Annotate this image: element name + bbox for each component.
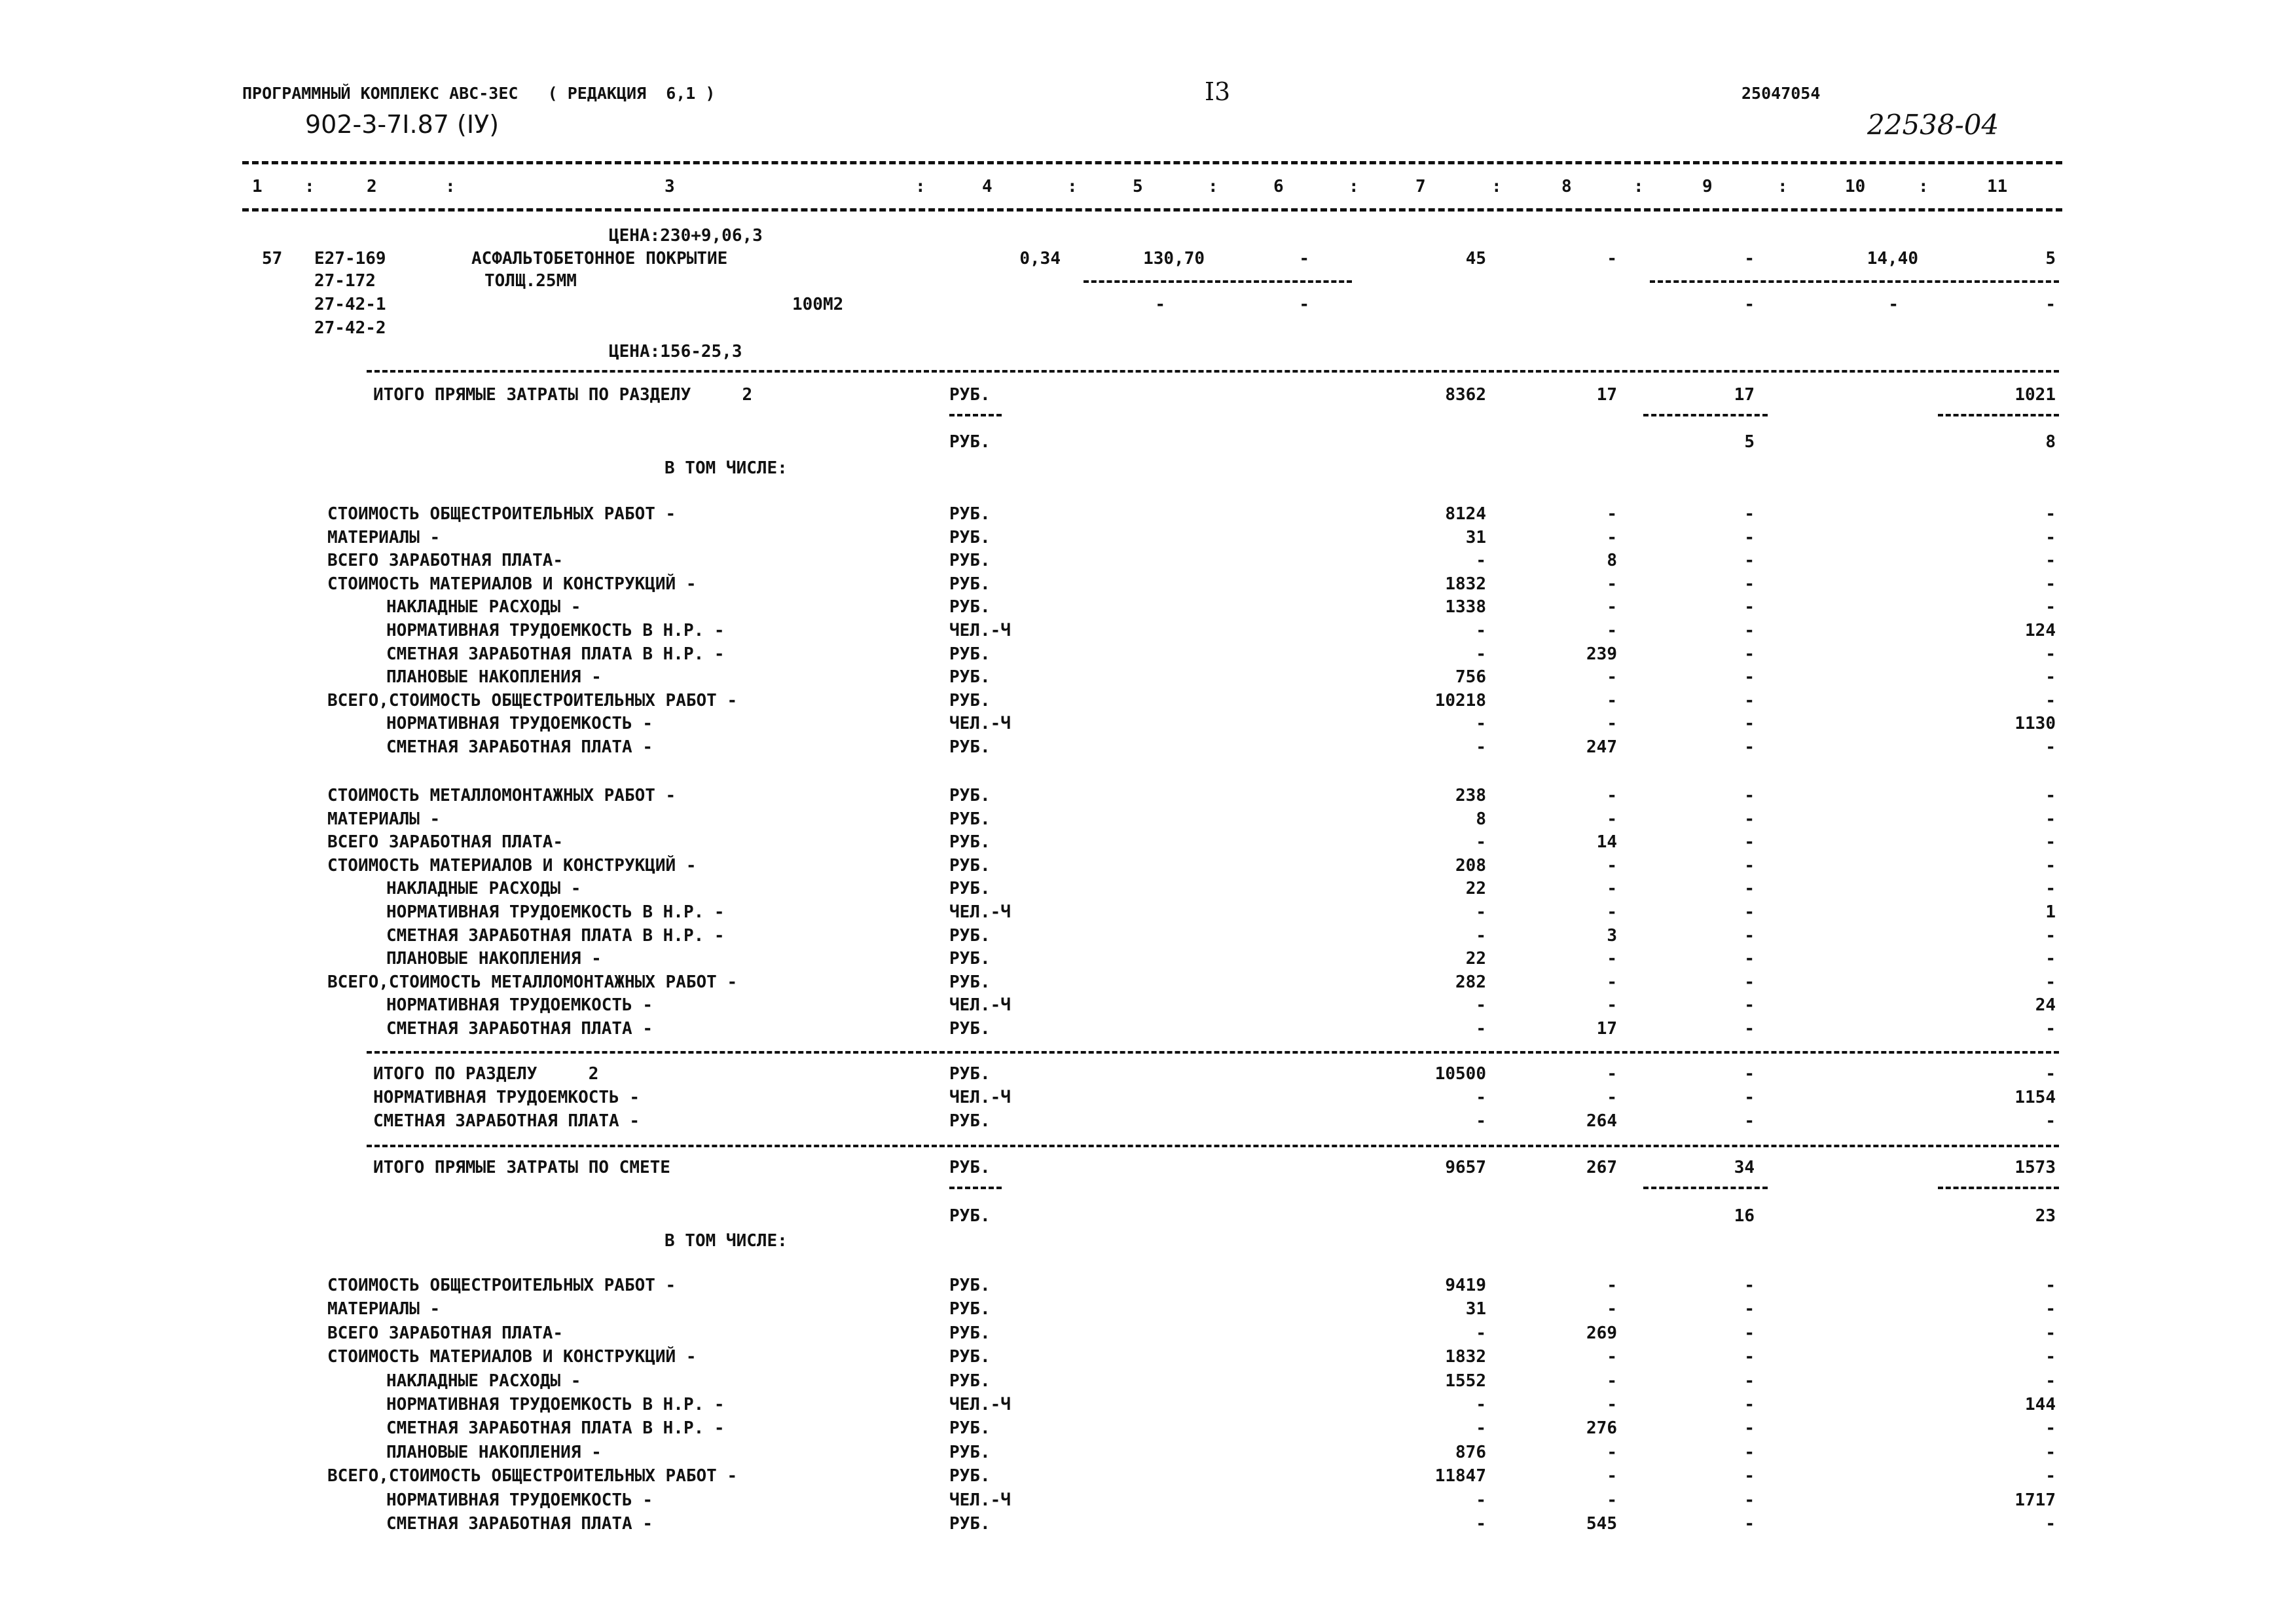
row-unit: РУБ. — [949, 1442, 991, 1462]
row-col7: 1338 — [1445, 597, 1486, 618]
row-col7: 8 — [1476, 809, 1486, 829]
row-unit: РУБ. — [949, 597, 991, 618]
col-header-sep: : — [1491, 177, 1502, 196]
row-col11: 1130 — [2014, 714, 2056, 734]
row-col11: - — [2045, 879, 2056, 899]
row-unit: РУБ. — [949, 972, 991, 992]
including-heading: В ТОМ ЧИСЛЕ: — [665, 1231, 788, 1251]
row-col8: - — [1607, 690, 1617, 710]
page-number: I3 — [1205, 77, 1231, 106]
row-col11: 1 — [2045, 902, 2056, 922]
row-col9: - — [1744, 786, 1755, 805]
entry-divider — [1650, 280, 2059, 283]
estimate-col7: 9657 — [1445, 1158, 1486, 1177]
row-col8: - — [1607, 972, 1617, 992]
row-unit: РУБ. — [949, 1466, 991, 1486]
row-unit: РУБ. — [949, 574, 991, 594]
row-unit: РУБ. — [949, 832, 991, 853]
summary-col11: 1154 — [2014, 1088, 2056, 1107]
header-rule-top — [242, 161, 2062, 164]
row-col7: - — [1476, 1490, 1486, 1510]
row-col8: 239 — [1586, 644, 1617, 664]
col-header-sep: : — [915, 177, 926, 196]
row-col7: 208 — [1455, 855, 1486, 876]
row-label: МАТЕРИАЛЫ - — [327, 1299, 441, 1320]
row-col8: - — [1607, 504, 1617, 524]
row-col9: - — [1744, 551, 1755, 571]
row-col11: - — [2045, 949, 2056, 969]
row-col11: - — [2045, 1442, 2056, 1462]
row-col11: - — [2045, 972, 2056, 992]
row-col8: - — [1607, 786, 1617, 805]
row-col9: - — [1744, 644, 1755, 664]
row-col8: 8 — [1607, 551, 1617, 571]
row-label: ВСЕГО ЗАРАБОТНАЯ ПЛАТА- — [327, 832, 564, 853]
row-label: НОРМАТИВНАЯ ТРУДОЕМКОСТЬ В Н.Р. - — [386, 1395, 725, 1414]
entry-code: Е27-169 — [314, 249, 386, 268]
document-number: 22538-04 — [1867, 109, 1999, 141]
row-col11: - — [2045, 1299, 2056, 1320]
entry-r3-col11: - — [2045, 295, 2056, 314]
row-col11: - — [2045, 527, 2056, 547]
summary-col9: - — [1744, 1088, 1755, 1107]
row-col8: - — [1607, 621, 1617, 640]
including-heading: В ТОМ ЧИСЛЕ: — [665, 458, 788, 478]
row-label: НАКЛАДНЫЕ РАСХОДЫ - — [386, 879, 581, 899]
estimate-col11: 23 — [2035, 1206, 2056, 1226]
total-col9: 17 — [1734, 385, 1755, 405]
row-col8: 276 — [1586, 1418, 1617, 1439]
row-col11: 124 — [2025, 621, 2056, 640]
row-col11: - — [2045, 504, 2056, 524]
entry-col4: 0,34 — [1019, 249, 1061, 268]
row-col11: - — [2045, 1514, 2056, 1534]
entry-col7: 45 — [1465, 249, 1486, 268]
row-col11: 1717 — [2014, 1490, 2056, 1510]
col-header-sep: : — [1918, 177, 1929, 196]
row-unit: ЧЕЛ.-Ч — [949, 621, 1011, 640]
row-col9: - — [1744, 1347, 1755, 1367]
summary-col9: - — [1744, 1111, 1755, 1131]
row-col9: - — [1744, 1490, 1755, 1510]
col-header-sep: : — [445, 177, 456, 196]
total-unit: РУБ. — [949, 385, 991, 405]
row-col9: - — [1744, 809, 1755, 829]
col-header-sep: : — [1067, 177, 1078, 196]
col-header-3: 3 — [665, 177, 675, 196]
row-label: СТОИМОСТЬ МАТЕРИАЛОВ И КОНСТРУКЦИЙ - — [327, 574, 697, 594]
row-col8: 269 — [1586, 1323, 1617, 1343]
row-label: НАКЛАДНЫЕ РАСХОДЫ - — [386, 597, 581, 618]
row-col7: 9419 — [1445, 1276, 1486, 1295]
row-col11: - — [2045, 574, 2056, 594]
row-label: СТОИМОСТЬ МАТЕРИАЛОВ И КОНСТРУКЦИЙ - — [327, 855, 697, 876]
total-col8: 17 — [1596, 385, 1617, 405]
row-col8: 14 — [1596, 832, 1617, 853]
row-unit: РУБ. — [949, 879, 991, 899]
entry-number: 57 — [262, 249, 283, 268]
estimate-col8: 267 — [1586, 1158, 1617, 1177]
total-col11: 8 — [2045, 432, 2056, 452]
entry-divider — [1084, 280, 1352, 283]
total-col7: 8362 — [1445, 385, 1486, 405]
col-header-6: 6 — [1273, 177, 1284, 196]
row-label: НАКЛАДНЫЕ РАСХОДЫ - — [386, 1371, 581, 1391]
row-label: НОРМАТИВНАЯ ТРУДОЕМКОСТЬ - — [386, 1490, 653, 1510]
row-label: ВСЕГО ЗАРАБОТНАЯ ПЛАТА- — [327, 1323, 564, 1343]
total-col9: 5 — [1744, 432, 1755, 452]
row-col8: 247 — [1586, 737, 1617, 757]
row-col8: - — [1607, 1276, 1617, 1295]
row-unit: РУБ. — [949, 855, 991, 876]
row-col8: - — [1607, 1395, 1617, 1414]
row-col9: - — [1744, 1371, 1755, 1391]
row-col7: - — [1476, 1514, 1486, 1534]
entry-r3-col5: - — [1155, 295, 1165, 314]
row-label: СТОИМОСТЬ ОБЩЕСТРОИТЕЛЬНЫХ РАБОТ - — [327, 504, 676, 524]
row-col11: - — [2045, 1466, 2056, 1486]
col11-divider — [1938, 414, 2059, 416]
row-unit: РУБ. — [949, 527, 991, 547]
row-col7: 1832 — [1445, 574, 1486, 594]
row-col11: - — [2045, 644, 2056, 664]
row-col9: - — [1744, 690, 1755, 710]
summary-col8: - — [1607, 1088, 1617, 1107]
row-label: СТОИМОСТЬ ОБЩЕСТРОИТЕЛЬНЫХ РАБОТ - — [327, 1276, 676, 1295]
estimate-unit: РУБ. — [949, 1158, 991, 1177]
row-label: ПЛАНОВЫЕ НАКОПЛЕНИЯ - — [386, 949, 602, 969]
row-col8: - — [1607, 714, 1617, 734]
row-col9: - — [1744, 1019, 1755, 1039]
row-col11: - — [2045, 925, 2056, 946]
summary-unit: РУБ. — [949, 1111, 991, 1131]
row-label: ВСЕГО,СТОИМОСТЬ МЕТАЛЛОМОНТАЖНЫХ РАБОТ - — [327, 972, 738, 992]
row-col7: - — [1476, 621, 1486, 640]
row-col7: 8124 — [1445, 504, 1486, 524]
row-col11: - — [2045, 1418, 2056, 1439]
row-col8: - — [1607, 1347, 1617, 1367]
entry-col9: - — [1744, 249, 1755, 268]
summary-col9: - — [1744, 1064, 1755, 1084]
row-col9: - — [1744, 527, 1755, 547]
row-unit: ЧЕЛ.-Ч — [949, 902, 1011, 922]
row-unit: РУБ. — [949, 644, 991, 664]
entry-r3-col6: - — [1299, 295, 1309, 314]
total-unit: РУБ. — [949, 432, 991, 452]
row-col8: - — [1607, 995, 1617, 1016]
col-header-sep: : — [1777, 177, 1788, 196]
row-col7: - — [1476, 737, 1486, 757]
total-col11: 1021 — [2014, 385, 2056, 405]
row-unit: РУБ. — [949, 1514, 991, 1534]
row-col7: 11847 — [1434, 1466, 1486, 1486]
row-label: СМЕТНАЯ ЗАРАБОТНАЯ ПЛАТА В Н.Р. - — [386, 925, 725, 946]
row-col7: 282 — [1455, 972, 1486, 992]
row-col9: - — [1744, 597, 1755, 618]
estimate-col9: 16 — [1734, 1206, 1755, 1226]
row-unit: РУБ. — [949, 809, 991, 829]
summary-col11: - — [2045, 1064, 2056, 1084]
row-unit: ЧЕЛ.-Ч — [949, 995, 1011, 1016]
row-col7: - — [1476, 644, 1486, 664]
row-col9: - — [1744, 1323, 1755, 1343]
row-unit: РУБ. — [949, 786, 991, 805]
row-col8: - — [1607, 1442, 1617, 1462]
entry-code: 27-42-2 — [314, 318, 386, 338]
row-col7: - — [1476, 832, 1486, 853]
entry-col6: - — [1299, 249, 1309, 268]
row-col9: - — [1744, 1442, 1755, 1462]
estimate-col11: 1573 — [2014, 1158, 2056, 1177]
row-col9: - — [1744, 667, 1755, 688]
row-col7: 22 — [1465, 949, 1486, 969]
row-col7: - — [1476, 1418, 1486, 1439]
col-header-1: 1 — [252, 177, 263, 196]
row-unit: РУБ. — [949, 667, 991, 688]
col-header-sep: : — [1633, 177, 1644, 196]
estimate-unit: РУБ. — [949, 1206, 991, 1226]
total-label: ИТОГО ПРЯМЫЕ ЗАТРАТЫ ПО РАЗДЕЛУ 2 — [373, 385, 753, 405]
summary-col8: 264 — [1586, 1111, 1617, 1131]
row-col9: - — [1744, 1299, 1755, 1320]
entry-r3-col9: - — [1744, 295, 1755, 314]
col-header-8: 8 — [1561, 177, 1572, 196]
row-col9: - — [1744, 574, 1755, 594]
price-ref-bottom: ЦЕНА:156-25,3 — [609, 342, 742, 361]
row-col9: - — [1744, 1276, 1755, 1295]
row-col8: - — [1607, 1466, 1617, 1486]
row-col11: 24 — [2035, 995, 2056, 1016]
row-col8: - — [1607, 809, 1617, 829]
col-header-sep: : — [1349, 177, 1359, 196]
row-label: СМЕТНАЯ ЗАРАБОТНАЯ ПЛАТА - — [386, 1019, 653, 1039]
row-col7: 1832 — [1445, 1347, 1486, 1367]
row-label: НОРМАТИВНАЯ ТРУДОЕМКОСТЬ В Н.Р. - — [386, 902, 725, 922]
entry-col11: 5 — [2045, 249, 2056, 268]
row-col11: - — [2045, 1019, 2056, 1039]
col-header-sep: : — [1208, 177, 1218, 196]
col-header-5: 5 — [1133, 177, 1143, 196]
row-col7: - — [1476, 995, 1486, 1016]
entry-code: 27-172 — [314, 271, 376, 291]
row-col7: - — [1476, 925, 1486, 946]
unit-divider — [949, 1187, 1002, 1189]
row-label: СТОИМОСТЬ МЕТАЛЛОМОНТАЖНЫХ РАБОТ - — [327, 786, 676, 805]
row-label: СТОИМОСТЬ МАТЕРИАЛОВ И КОНСТРУКЦИЙ - — [327, 1347, 697, 1367]
row-unit: РУБ. — [949, 504, 991, 524]
col-header-4: 4 — [982, 177, 993, 196]
row-unit: ЧЕЛ.-Ч — [949, 1395, 1011, 1414]
entry-r3-col10: - — [1888, 295, 1899, 314]
row-col7: 876 — [1455, 1442, 1486, 1462]
row-col11: - — [2045, 667, 2056, 688]
row-col9: - — [1744, 1418, 1755, 1439]
row-col7: 238 — [1455, 786, 1486, 805]
row-col9: - — [1744, 1514, 1755, 1534]
row-label: ПЛАНОВЫЕ НАКОПЛЕНИЯ - — [386, 667, 602, 688]
row-col11: - — [2045, 737, 2056, 757]
row-unit: РУБ. — [949, 737, 991, 757]
col9-divider — [1643, 414, 1768, 416]
entry-code: 27-42-1 — [314, 295, 386, 314]
row-unit: РУБ. — [949, 1371, 991, 1391]
row-col7: 22 — [1465, 879, 1486, 899]
entry-col8: - — [1607, 249, 1617, 268]
row-col7: 31 — [1465, 1299, 1486, 1320]
summary-unit: ЧЕЛ.-Ч — [949, 1088, 1011, 1107]
row-col11: - — [2045, 1371, 2056, 1391]
row-col11: - — [2045, 597, 2056, 618]
row-col8: - — [1607, 902, 1617, 922]
col-header-9: 9 — [1702, 177, 1713, 196]
row-col7: - — [1476, 551, 1486, 571]
row-col7: - — [1476, 1323, 1486, 1343]
summary-col8: - — [1607, 1064, 1617, 1084]
document-code: 902-3-7I.87 (IУ) — [305, 110, 500, 139]
row-col9: - — [1744, 972, 1755, 992]
row-col9: - — [1744, 1466, 1755, 1486]
summary-col7: - — [1476, 1088, 1486, 1107]
row-col7: 31 — [1465, 527, 1486, 547]
row-label: ВСЕГО ЗАРАБОТНАЯ ПЛАТА- — [327, 551, 564, 571]
row-col11: - — [2045, 1347, 2056, 1367]
estimate-label: ИТОГО ПРЯМЫЕ ЗАТРАТЫ ПО СМЕТЕ — [373, 1158, 670, 1177]
row-unit: РУБ. — [949, 925, 991, 946]
row-col11: - — [2045, 690, 2056, 710]
row-col7: 10218 — [1434, 690, 1486, 710]
col-header-11: 11 — [1987, 177, 2008, 196]
row-col11: - — [2045, 1276, 2056, 1295]
row-label: СМЕТНАЯ ЗАРАБОТНАЯ ПЛАТА В Н.Р. - — [386, 1418, 725, 1439]
row-label: НОРМАТИВНАЯ ТРУДОЕМКОСТЬ - — [386, 714, 653, 734]
row-col9: - — [1744, 504, 1755, 524]
row-label: НОРМАТИВНАЯ ТРУДОЕМКОСТЬ В Н.Р. - — [386, 621, 725, 640]
row-col8: - — [1607, 949, 1617, 969]
row-col7: 1552 — [1445, 1371, 1486, 1391]
entry-description: ТОЛЩ.25ММ — [484, 271, 577, 291]
estimate-col9: 34 — [1734, 1158, 1755, 1177]
col-header-7: 7 — [1415, 177, 1426, 196]
header-rule-bottom — [242, 208, 2062, 212]
row-col11: - — [2045, 809, 2056, 829]
row-col9: - — [1744, 714, 1755, 734]
summary-col7: 10500 — [1434, 1064, 1486, 1084]
row-col8: - — [1607, 855, 1617, 876]
row-unit: РУБ. — [949, 1347, 991, 1367]
row-col8: 3 — [1607, 925, 1617, 946]
row-col11: - — [2045, 551, 2056, 571]
entry-col5: 130,70 — [1143, 249, 1205, 268]
col-header-sep: : — [304, 177, 315, 196]
col11-divider — [1938, 1187, 2059, 1189]
row-unit: РУБ. — [949, 1418, 991, 1439]
row-unit: РУБ. — [949, 551, 991, 571]
price-ref-top: ЦЕНА:230+9,06,3 — [609, 226, 763, 246]
row-label: СМЕТНАЯ ЗАРАБОТНАЯ ПЛАТА - — [386, 737, 653, 757]
col9-divider — [1643, 1187, 1768, 1189]
row-label: СМЕТНАЯ ЗАРАБОТНАЯ ПЛАТА В Н.Р. - — [386, 644, 725, 664]
row-col8: - — [1607, 527, 1617, 547]
row-unit: РУБ. — [949, 1019, 991, 1039]
section-summary-rule — [367, 1051, 2059, 1054]
summary-col11: - — [2045, 1111, 2056, 1131]
row-col9: - — [1744, 902, 1755, 922]
row-col8: - — [1607, 1490, 1617, 1510]
row-col11: - — [2045, 1323, 2056, 1343]
row-col9: - — [1744, 995, 1755, 1016]
row-col11: - — [2045, 855, 2056, 876]
row-col9: - — [1744, 737, 1755, 757]
row-col9: - — [1744, 949, 1755, 969]
entry-description: АСФАЛЬТОБЕТОННОЕ ПОКРЫТИЕ — [471, 249, 728, 268]
row-col8: - — [1607, 597, 1617, 618]
row-col7: 756 — [1455, 667, 1486, 688]
row-col7: - — [1476, 902, 1486, 922]
col-header-2: 2 — [367, 177, 377, 196]
summary-label: НОРМАТИВНАЯ ТРУДОЕМКОСТЬ - — [373, 1088, 640, 1107]
row-col8: 17 — [1596, 1019, 1617, 1039]
row-col9: - — [1744, 1395, 1755, 1414]
row-col9: - — [1744, 832, 1755, 853]
row-col8: - — [1607, 1371, 1617, 1391]
row-unit: РУБ. — [949, 1323, 991, 1343]
summary-label: СМЕТНАЯ ЗАРАБОТНАЯ ПЛАТА - — [373, 1111, 640, 1131]
row-col9: - — [1744, 879, 1755, 899]
row-col7: - — [1476, 1395, 1486, 1414]
row-label: СМЕТНАЯ ЗАРАБОТНАЯ ПЛАТА - — [386, 1514, 653, 1534]
row-col7: - — [1476, 714, 1486, 734]
row-label: ПЛАНОВЫЕ НАКОПЛЕНИЯ - — [386, 1442, 602, 1462]
row-col7: - — [1476, 1019, 1486, 1039]
row-unit: РУБ. — [949, 1276, 991, 1295]
row-col11: 144 — [2025, 1395, 2056, 1414]
entry-col10: 14,40 — [1867, 249, 1918, 268]
entry-unit: 100М2 — [792, 295, 844, 314]
row-unit: ЧЕЛ.-Ч — [949, 714, 1011, 734]
summary-unit: РУБ. — [949, 1064, 991, 1084]
row-col11: - — [2045, 832, 2056, 853]
row-unit: РУБ. — [949, 690, 991, 710]
row-col8: - — [1607, 667, 1617, 688]
row-col9: - — [1744, 925, 1755, 946]
unit-divider — [949, 414, 1002, 416]
row-col8: 545 — [1586, 1514, 1617, 1534]
row-unit: РУБ. — [949, 1299, 991, 1320]
row-label: МАТЕРИАЛЫ - — [327, 809, 441, 829]
summary-label: ИТОГО ПО РАЗДЕЛУ 2 — [373, 1064, 599, 1084]
summary-col7: - — [1476, 1111, 1486, 1131]
row-col8: - — [1607, 1299, 1617, 1320]
row-unit: РУБ. — [949, 949, 991, 969]
row-label: МАТЕРИАЛЫ - — [327, 527, 441, 547]
entry-end-rule — [367, 370, 2059, 373]
row-col8: - — [1607, 879, 1617, 899]
row-col9: - — [1744, 855, 1755, 876]
row-col11: - — [2045, 786, 2056, 805]
row-col8: - — [1607, 574, 1617, 594]
row-col9: - — [1744, 621, 1755, 640]
row-label: НОРМАТИВНАЯ ТРУДОЕМКОСТЬ - — [386, 995, 653, 1016]
registration-code: 25047054 — [1741, 84, 1821, 103]
row-label: ВСЕГО,СТОИМОСТЬ ОБЩЕСТРОИТЕЛЬНЫХ РАБОТ - — [327, 690, 738, 710]
estimate-total-rule — [367, 1145, 2059, 1147]
program-title: ПРОГРАММНЫЙ КОМПЛЕКС АВС-3ЕС ( РЕДАКЦИЯ 6,1 ) — [242, 84, 716, 103]
col-header-10: 10 — [1845, 177, 1866, 196]
row-unit: ЧЕЛ.-Ч — [949, 1490, 1011, 1510]
row-label: ВСЕГО,СТОИМОСТЬ ОБЩЕСТРОИТЕЛЬНЫХ РАБОТ - — [327, 1466, 738, 1486]
